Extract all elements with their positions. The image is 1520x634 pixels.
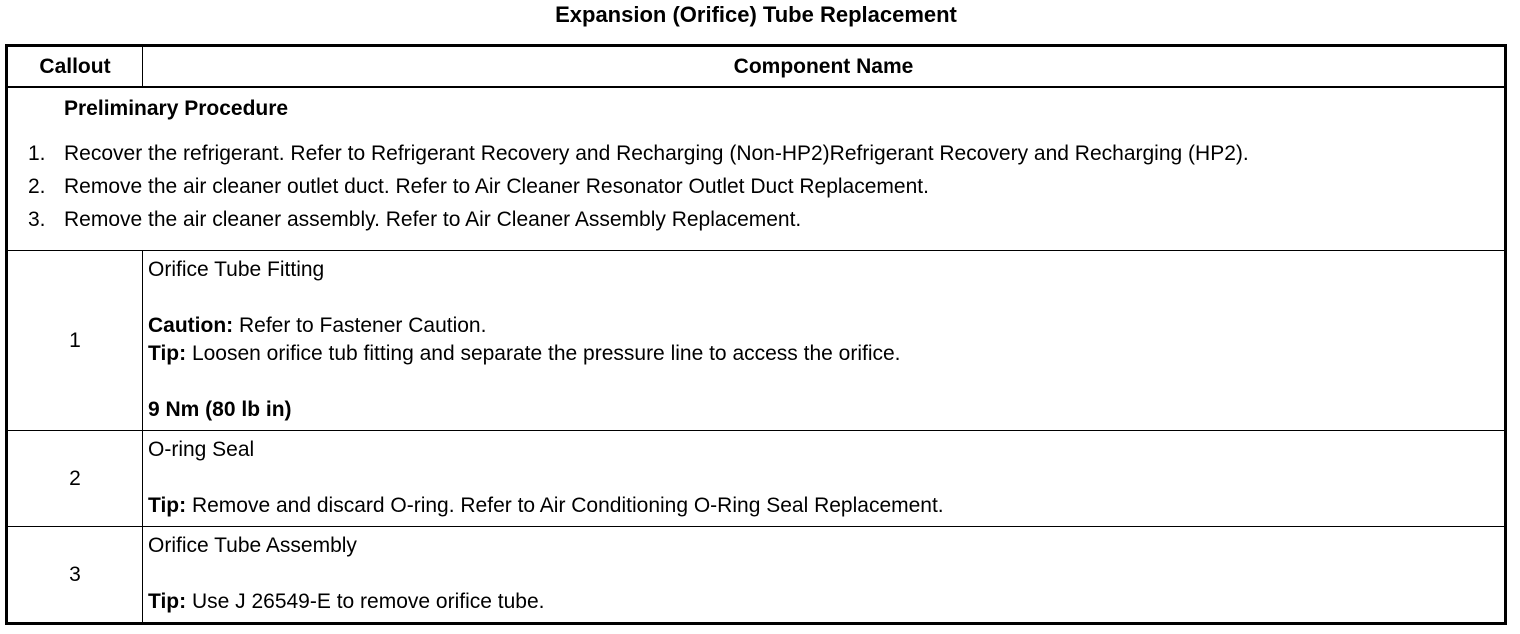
- preliminary-procedure: [7, 87, 1506, 251]
- preliminary-step: [8, 203, 1504, 236]
- tip-line: [148, 588, 1504, 616]
- component-name: Orifice Tube Fitting: [148, 258, 325, 281]
- tip-label: Tip:: [148, 590, 187, 613]
- step-number: 1.: [28, 142, 46, 165]
- callout-number: 3: [7, 527, 143, 624]
- caution-line: [148, 312, 1504, 340]
- preliminary-title: Preliminary Procedure: [64, 97, 289, 120]
- tip-label: Tip:: [148, 494, 187, 517]
- step-number: 3.: [28, 208, 46, 231]
- header-callout: Callout: [7, 46, 143, 88]
- component-name: O-ring Seal: [148, 438, 255, 461]
- step-text: Remove the air cleaner outlet duct. Refer to Air Cleaner Resonator Outlet Duct Replacement.: [64, 175, 929, 198]
- preliminary-step: [8, 137, 1504, 170]
- tip-line: [148, 492, 1504, 520]
- header-component-name: Component Name: [143, 46, 1506, 88]
- document-title: Expansion (Orifice) Tube Replacement: [555, 2, 957, 27]
- component-name: Orifice Tube Assembly: [148, 534, 357, 557]
- component-cell: [143, 527, 1506, 624]
- step-text: Remove the air cleaner assembly. Refer to Air Cleaner Assembly Replacement.: [64, 208, 802, 231]
- table-row: [7, 527, 1506, 624]
- tip-line: [148, 340, 1504, 368]
- torque-spec: 9 Nm (80 lb in): [148, 398, 292, 421]
- component-cell: [143, 251, 1506, 431]
- preliminary-steps: [8, 137, 1504, 236]
- tip-text: Loosen orifice tub fitting and separate the pressure line to access the orifice.: [186, 342, 901, 365]
- step-number: 2.: [28, 175, 46, 198]
- tip-label: Tip:: [148, 342, 187, 365]
- callout-number: 1: [7, 251, 143, 431]
- callout-number: 2: [7, 431, 143, 527]
- caution-label: Caution:: [148, 314, 234, 337]
- table-row: [7, 251, 1506, 431]
- caution-text: Refer to Fastener Caution.: [233, 314, 487, 337]
- procedure-table: [5, 44, 1507, 625]
- table-row: [7, 431, 1506, 527]
- tip-text: Remove and discard O-ring. Refer to Air Conditioning O-Ring Seal Replacement.: [186, 494, 944, 517]
- tip-text: Use J 26549-E to remove orifice tube.: [186, 590, 545, 613]
- preliminary-step: [8, 170, 1504, 203]
- preliminary-row: [7, 87, 1506, 251]
- component-cell: [143, 431, 1506, 527]
- step-text: Recover the refrigerant. Refer to Refrigerant Recovery and Recharging (Non-HP2)Refrigerant Recovery and Recharging (HP2).: [64, 142, 1249, 165]
- table-header-row: [7, 46, 1506, 88]
